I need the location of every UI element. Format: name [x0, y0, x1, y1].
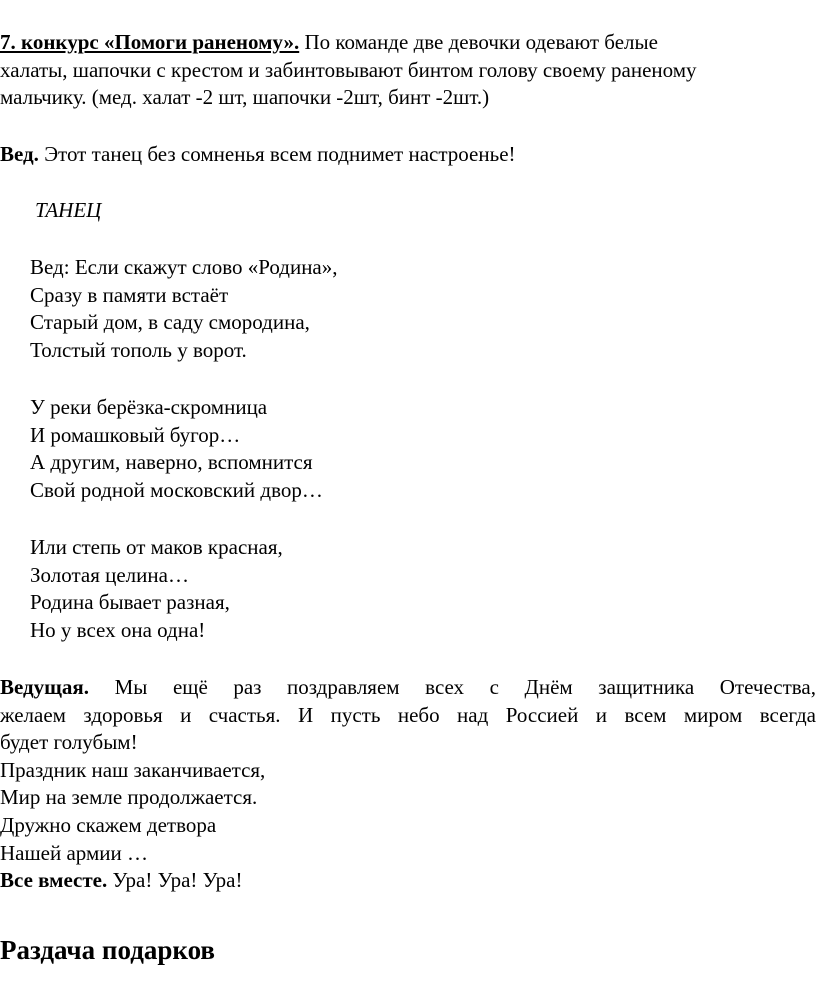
- closing-line-3: будет голубым!: [0, 730, 138, 755]
- poem-line: Вед: Если скажут слово «Родина»,: [30, 255, 338, 279]
- poem-line: Сразу в памяти встаёт: [30, 282, 229, 307]
- poem-line: Родина бывает разная,: [30, 590, 230, 615]
- contest-line-1-text: По команде две девочки одевают белые: [299, 30, 658, 54]
- closing-verse-line: Праздник наш заканчивается,: [0, 757, 266, 782]
- all-together-line: [0, 867, 816, 895]
- all-speaker: Все вместе.: [0, 868, 108, 893]
- poem-line: А другим, наверно, вспомнится: [30, 450, 313, 475]
- poem-line: Или степь от маков красная,: [30, 535, 283, 559]
- poem-stanza-1: [0, 254, 816, 364]
- host-speaker: Вед.: [0, 142, 39, 166]
- final-heading-block: [0, 933, 816, 967]
- closing-verse-line: Нашей армии …: [0, 840, 148, 865]
- closing-paragraph: [0, 674, 816, 895]
- poem-line: Старый дом, в саду смородина,: [30, 310, 310, 335]
- closing-line-1: [0, 674, 816, 702]
- poem-line: Толстый тополь у ворот.: [30, 337, 247, 362]
- poem-stanza-2: [0, 394, 816, 504]
- contest-line-2: халаты, шапочки с крестом и забинтовывают бинтом голову своему раненому: [0, 57, 697, 82]
- closing-speaker: Ведущая.: [0, 675, 90, 699]
- dance-label-block: [0, 197, 816, 225]
- contest-title: 7. конкурс «Помоги раненому».: [0, 30, 300, 54]
- poem-line: Но у всех она одна!: [30, 617, 206, 642]
- host-line: [0, 141, 816, 169]
- closing-verse-line: Мир на земле продолжается.: [0, 785, 258, 810]
- poem-line: У реки берёзка-скромница: [30, 395, 268, 419]
- poem-stanza-3: [0, 534, 816, 644]
- all-text: Ура! Ура! Ура!: [107, 868, 243, 893]
- dance-label: ТАНЕЦ: [35, 198, 102, 222]
- closing-line-1-text: Мы ещё раз поздравляем всех с Днём защитника Отечества,: [89, 675, 816, 699]
- closing-line-2: желаем здоровья и счастья. И пусть небо над Россией и всем миром всегда: [0, 702, 816, 727]
- poem-line: Свой родной московский двор…: [30, 477, 323, 502]
- poem-line: Золотая целина…: [30, 562, 189, 587]
- closing-verse-line: Дружно скажем детвора: [0, 812, 217, 837]
- contest-paragraph: [0, 29, 816, 112]
- host-text: Этот танец без сомненья всем поднимет настроенье!: [38, 142, 516, 166]
- contest-line-1: [0, 29, 816, 57]
- poem-line: И ромашковый бугор…: [30, 422, 241, 447]
- contest-line-3: мальчику. (мед. халат -2 шт, шапочки -2шт, бинт -2шт.): [0, 85, 490, 110]
- final-heading: Раздача подарков: [0, 935, 215, 965]
